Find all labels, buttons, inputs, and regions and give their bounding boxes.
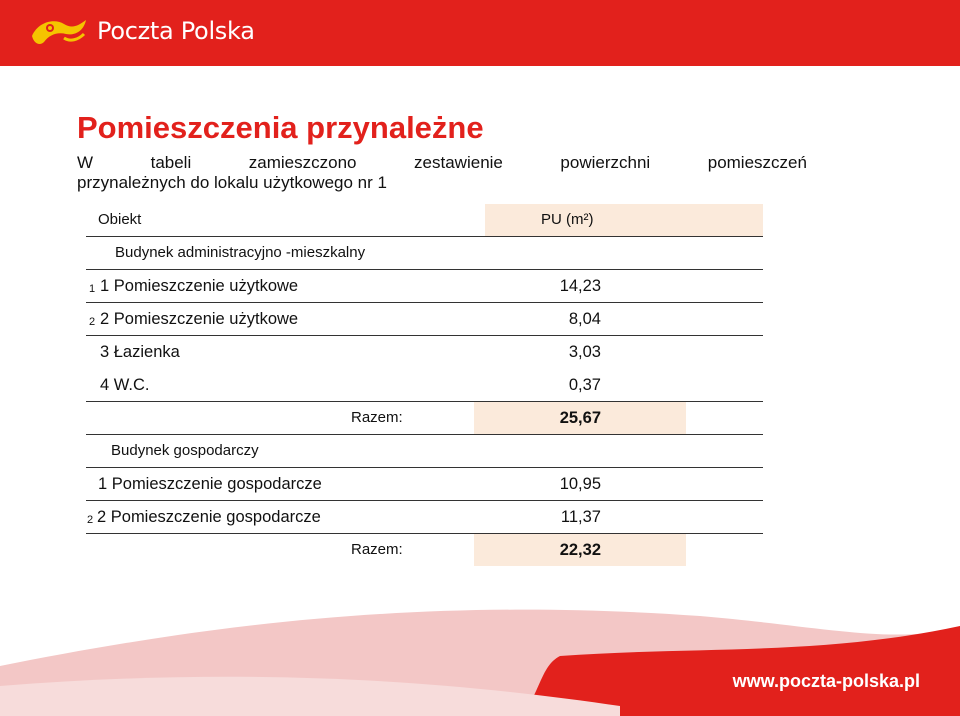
room-area: 0,37 bbox=[568, 376, 601, 394]
room-name: 3 Łazienka bbox=[100, 343, 180, 361]
room-area: 14,23 bbox=[559, 277, 601, 295]
sum-row bbox=[86, 402, 763, 435]
room-area: 10,95 bbox=[559, 475, 601, 493]
footer-website-link[interactable]: www.poczta-polska.pl bbox=[732, 671, 920, 691]
sum-row bbox=[86, 534, 763, 567]
column-header-area: PU (m²) bbox=[541, 211, 594, 228]
column-header-object: Obiekt bbox=[98, 211, 142, 228]
intro-word: zamieszczono bbox=[248, 153, 357, 172]
poczta-polska-horn-icon bbox=[28, 12, 92, 52]
sum-value: 25,67 bbox=[559, 409, 601, 427]
header-highlight bbox=[485, 204, 763, 236]
intro-line-1 bbox=[77, 153, 807, 173]
intro-word: pomieszczeń bbox=[707, 153, 807, 172]
table-row bbox=[86, 336, 763, 369]
table-row bbox=[86, 501, 763, 534]
intro-word: powierzchni bbox=[560, 153, 651, 172]
page-title: Pomieszczenia przynależne bbox=[77, 110, 484, 145]
room-name: 1 Pomieszczenie użytkowe bbox=[100, 277, 299, 295]
table-row bbox=[86, 468, 763, 501]
table-row bbox=[86, 303, 763, 336]
row-index: 1 bbox=[89, 283, 96, 295]
room-name: 4 W.C. bbox=[100, 376, 150, 394]
section-heading-row bbox=[86, 435, 763, 468]
rooms-table bbox=[86, 204, 763, 567]
intro-word: tabeli bbox=[150, 153, 192, 172]
table-row bbox=[86, 369, 763, 402]
row-index: 2 bbox=[87, 514, 94, 526]
brand-name: Poczta Polska bbox=[97, 17, 255, 45]
table-header-row bbox=[86, 204, 763, 237]
section-heading: Budynek administracyjno -mieszkalny bbox=[115, 244, 366, 261]
row-index: 2 bbox=[89, 316, 96, 328]
room-area: 11,37 bbox=[560, 508, 601, 526]
sum-label: Razem: bbox=[351, 541, 403, 558]
room-name: 1 Pomieszczenie gospodarcze bbox=[98, 475, 322, 493]
room-name: 2 Pomieszczenie gospodarcze bbox=[97, 508, 321, 526]
table-row bbox=[86, 270, 763, 303]
intro-text bbox=[77, 153, 807, 193]
sum-value: 22,32 bbox=[559, 541, 601, 559]
header-bar bbox=[0, 0, 960, 66]
intro-line-2: przynależnych do lokalu użytkowego nr 1 bbox=[77, 173, 387, 192]
room-area: 8,04 bbox=[568, 310, 601, 328]
room-area: 3,03 bbox=[568, 343, 601, 361]
intro-word: W bbox=[77, 153, 94, 172]
footer-wave bbox=[0, 586, 960, 716]
room-name: 2 Pomieszczenie użytkowe bbox=[100, 310, 299, 328]
section-heading-row bbox=[86, 237, 763, 270]
sum-label: Razem: bbox=[351, 409, 403, 426]
section-heading: Budynek gospodarczy bbox=[111, 442, 259, 459]
intro-word: zestawienie bbox=[414, 153, 503, 172]
